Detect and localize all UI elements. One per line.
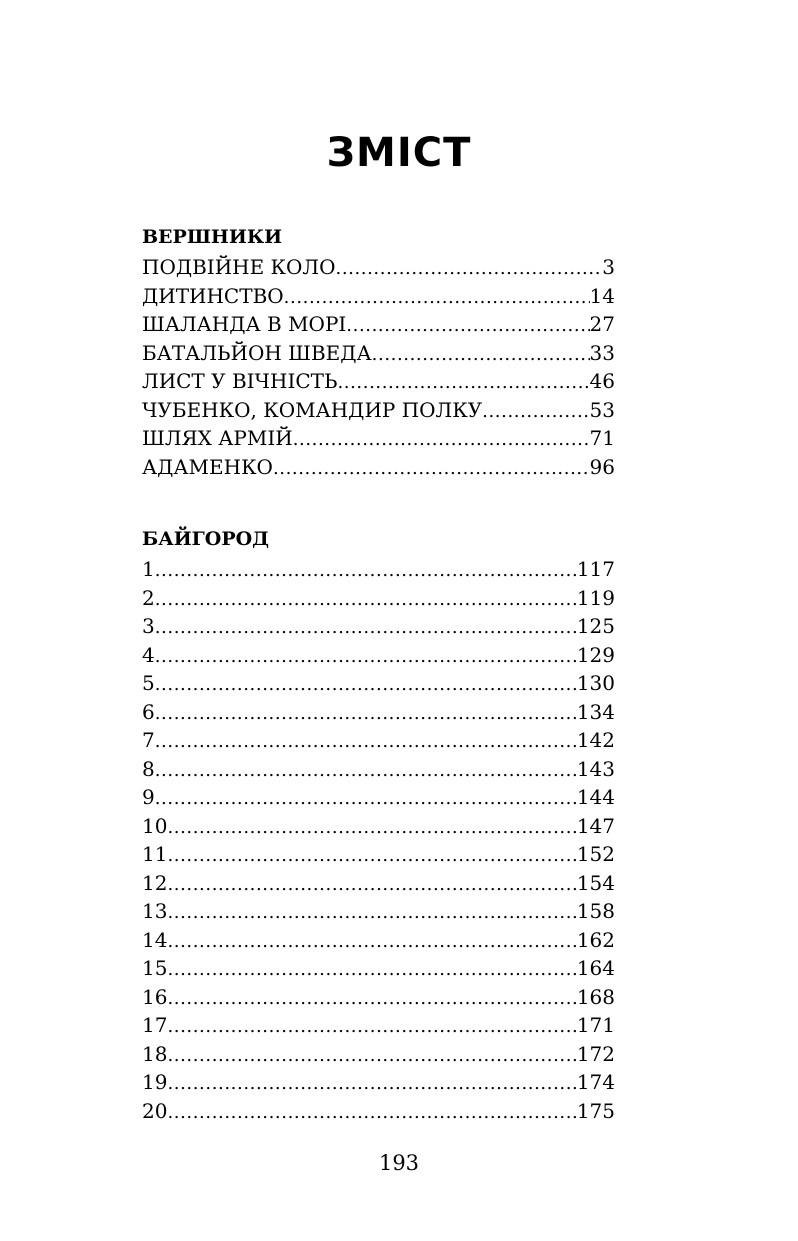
dot-leader [155,614,577,641]
dot-leader [167,928,576,955]
dot-leader [155,700,577,727]
toc-entry-page: 46 [589,369,615,393]
toc-entry[interactable] [142,812,615,841]
toc-entry-label: 15 [142,956,168,980]
toc-entry-label: 19 [142,1070,168,1094]
toc-entry[interactable] [142,1097,615,1126]
toc-entry-page: 53 [589,397,615,422]
toc-entry-page: 171 [576,1013,615,1037]
toc-entry[interactable] [142,669,615,698]
toc-entry[interactable] [142,755,615,784]
toc-entry[interactable] [142,339,615,368]
dot-leader [167,899,576,926]
dot-leader [346,312,589,339]
toc-entry-page: 71 [589,426,615,450]
toc-entry[interactable] [142,310,615,339]
toc-entry-label: 13 [142,899,168,923]
toc-entry-label: 7 [142,728,155,752]
section-heading: ВЕРШНИКИ [142,226,283,248]
toc-entry-page: 144 [576,785,615,809]
dot-leader [284,284,590,311]
toc-entry-label: 11 [142,842,168,866]
toc-entry[interactable] [142,641,615,670]
toc-entry[interactable] [142,869,615,898]
section-heading: БАЙГОРОД [142,528,270,550]
toc-entry-label: АДАМЕНКО [142,454,273,479]
toc-entry-label: 20 [142,1098,168,1123]
toc-entry[interactable] [142,396,615,425]
page-title: ЗМІСТ [326,129,472,176]
toc-entry-label: 4 [142,642,155,667]
dot-leader [155,586,577,613]
toc-entry[interactable] [142,783,615,812]
dot-leader [337,369,589,396]
toc-entry[interactable] [142,726,615,755]
toc-entry-page: 154 [576,870,615,895]
toc-entry-page: 134 [576,699,615,724]
dot-leader [273,455,590,482]
toc-entry[interactable] [142,926,615,955]
toc-entry-page: 96 [589,454,615,479]
page-number: 193 [378,1151,420,1175]
toc-section-baihorod [142,526,615,1125]
toc-entry[interactable] [142,453,615,482]
toc-entry-label: 5 [142,671,155,695]
toc-entry-page: 130 [576,671,615,695]
dot-leader [155,785,577,812]
toc-entry-page: 3 [602,255,615,279]
toc-entry-page: 142 [576,728,615,752]
toc-entry[interactable] [142,253,615,282]
dot-leader [167,1070,576,1097]
toc-list [142,555,615,1125]
toc-entry-label: 9 [142,785,155,809]
dot-leader [482,398,589,425]
toc-entry-page: 147 [576,813,615,838]
dot-leader [167,1042,576,1069]
dot-leader [155,671,577,698]
dot-leader [167,956,576,983]
toc-entry-label: 14 [142,927,168,952]
toc-entry-page: 158 [576,899,615,923]
dot-leader [155,643,577,670]
toc-entry[interactable] [142,954,615,983]
toc-entry-label: 3 [142,614,155,638]
toc-entry-page: 172 [576,1041,615,1066]
toc-entry[interactable] [142,424,615,453]
toc-entry-label: 10 [142,813,168,838]
toc-entry-page: 143 [576,756,615,781]
dot-leader [336,255,603,282]
toc-entry-page: 168 [576,984,615,1009]
dot-leader [167,1013,576,1040]
toc-entry-page: 174 [576,1070,615,1094]
dot-leader [155,757,577,784]
dot-leader [167,842,576,869]
toc-entry[interactable] [142,367,615,396]
dot-leader [155,728,577,755]
toc-entry-label: ПОДВІЙНЕ КОЛО [142,255,336,279]
toc-entry-label: 6 [142,699,155,724]
toc-entry[interactable] [142,698,615,727]
dot-leader [167,814,576,841]
toc-entry-label: 12 [142,870,168,895]
toc-entry[interactable] [142,1011,615,1040]
toc-entry-page: 125 [576,614,615,638]
toc-entry[interactable] [142,555,615,584]
dot-leader [167,1099,576,1126]
toc-entry-label: БАТАЛЬЙОН ШВЕДА [142,340,372,365]
toc-entry[interactable] [142,282,615,311]
toc-entry-label: ШАЛАНДА В МОРІ [142,312,347,336]
toc-entry-label: 2 [142,585,155,610]
toc-section-vershnyky [142,224,615,481]
toc-entry-page: 33 [589,340,615,365]
toc-entry-label: ШЛЯХ АРМІЙ [142,426,293,450]
toc-entry[interactable] [142,1068,615,1097]
toc-entry-label: 8 [142,756,155,781]
toc-entry[interactable] [142,584,615,613]
dot-leader [293,426,590,453]
toc-entry-page: 129 [576,642,615,667]
toc-entry-label: ДИТИНСТВО [142,283,284,308]
toc-entry-label: 16 [142,984,168,1009]
toc-entry-page: 164 [576,956,615,980]
toc-entry-page: 117 [576,557,615,581]
toc-entry-page: 27 [589,312,615,336]
toc-entry[interactable] [142,1040,615,1069]
toc-list [142,253,615,481]
toc-entry-page: 152 [576,842,615,866]
dot-leader [372,341,590,368]
toc-entry[interactable] [142,840,615,869]
dot-leader [167,871,576,898]
toc-entry-label: ЧУБЕНКО, КОМАНДИР ПОЛКУ [142,397,483,422]
toc-entry[interactable] [142,612,615,641]
toc-entry-label: ЛИСТ У ВІЧНІСТЬ [142,369,338,393]
toc-entry-page: 119 [576,585,615,610]
toc-entry-label: 17 [142,1013,168,1037]
toc-entry-page: 162 [576,927,615,952]
toc-entry-label: 18 [142,1041,168,1066]
dot-leader [155,557,577,584]
toc-entry[interactable] [142,897,615,926]
toc-entry-page: 175 [576,1098,615,1123]
toc-entry-page: 14 [589,283,615,308]
dot-leader [167,985,576,1012]
toc-entry[interactable] [142,983,615,1012]
toc-entry-label: 1 [142,557,155,581]
